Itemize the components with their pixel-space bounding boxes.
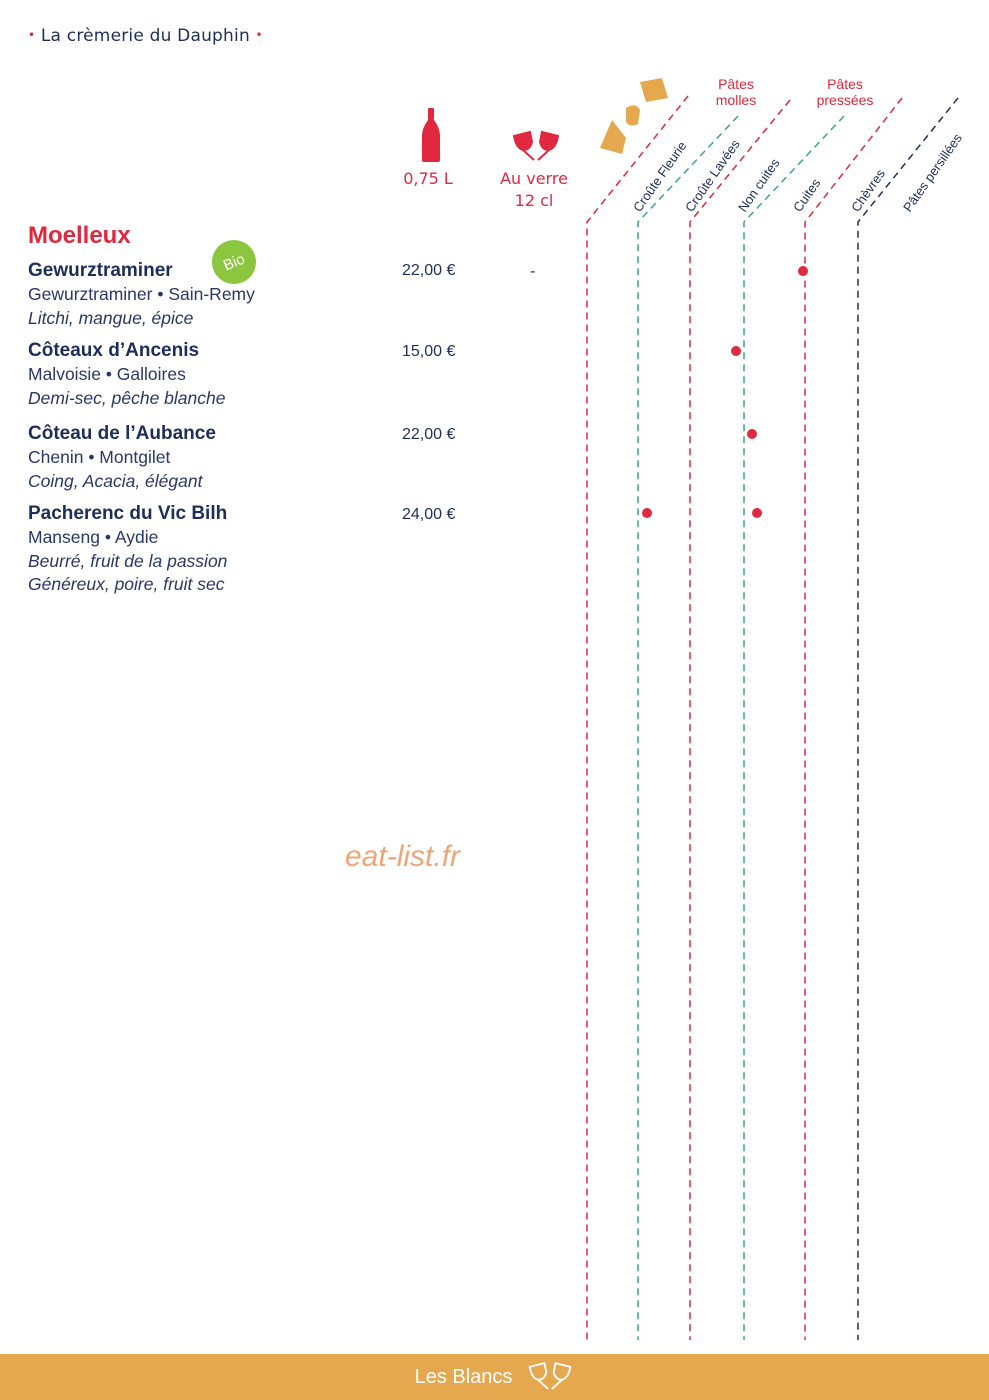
wine-name: Côteau de l’Aubance (28, 423, 216, 444)
group-pressed-line2: pressées (816, 92, 874, 108)
footer-label: Les Blancs (414, 1365, 513, 1388)
glass-header-line1: Au verre (500, 169, 568, 188)
wine-grape-region: Chenin • Montgilet (28, 447, 171, 467)
wine-item (28, 422, 216, 493)
pairing-dot-pacherenc-fleurie (642, 508, 652, 518)
cheese-type-cuites: Cuites (790, 175, 824, 215)
wine-item (28, 339, 225, 410)
wine-glass-price: - (530, 262, 536, 280)
cheese-type-non-cuites: Non cuites (735, 155, 783, 215)
grid-line-persillees (858, 98, 958, 1340)
cheese-type-pates-persillees: Pâtes persillées (900, 130, 965, 215)
wine-tasting-note: Beurré, fruit de la passion (28, 550, 228, 571)
grid-line-chevres (805, 98, 902, 1340)
restaurant-name: La crèmerie du Dauphin (40, 26, 250, 46)
wine-bottle-price: 22,00 € (402, 262, 456, 279)
pairing-dot-gewurz-cuites (798, 266, 808, 276)
pairing-dot-ancenis-noncuites (731, 346, 741, 356)
header-bullet-left: • (28, 28, 36, 42)
footer-banner (0, 1354, 989, 1400)
grid-line-croute-lavees (638, 116, 738, 1340)
grid-line-cuites (744, 116, 844, 1340)
wine-tasting-note: Demi-sec, pêche blanche (28, 387, 226, 408)
grid-line-non-cuites (690, 100, 790, 1340)
group-soft-line1: Pâtes (718, 76, 754, 92)
wine-tasting-note: Coing, Acacia, élégant (28, 470, 203, 491)
wine-tasting-note: Litchi, mangue, épice (28, 307, 194, 328)
wine-item (28, 259, 255, 330)
cheese-type-croute-fleurie: Croûte Fleurie (630, 138, 690, 215)
bio-badge: Bio (205, 233, 262, 290)
wine-grape-region: Malvoisie • Galloires (28, 364, 186, 384)
wine-bottle-price: 15,00 € (402, 343, 456, 360)
wine-grape-region: Gewurztraminer • Sain-Remy (28, 284, 255, 304)
cheese-type-croute-lavees: Croûte Lavées (682, 136, 743, 215)
pairing-dot-aubance-noncuites (747, 429, 757, 439)
wine-grape-region: Manseng • Aydie (28, 527, 159, 547)
wine-bottle-price: 22,00 € (402, 426, 456, 443)
group-soft-line2: molles (715, 92, 757, 108)
cheese-type-chevres: Chèvres (848, 166, 889, 215)
section-title: Moelleux (28, 222, 131, 249)
wine-glasses-icon (526, 1361, 574, 1393)
wine-tasting-note: Généreux, poire, fruit sec (28, 574, 225, 594)
wine-name: Côteaux d’Ancenis (28, 340, 200, 361)
glass-header-line2: 12 cl (514, 191, 554, 210)
wine-bottle-price: 24,00 € (402, 506, 456, 523)
wine-name: Pacherenc du Vic Bilh (28, 503, 228, 524)
header-bullet-right: • (255, 28, 263, 42)
watermark: eat-list.fr (345, 840, 461, 873)
group-pressed-line1: Pâtes (827, 76, 863, 92)
wine-item (28, 502, 227, 597)
pairing-dot-pacherenc-noncuites (752, 508, 762, 518)
wine-name: Gewurztraminer (28, 260, 173, 281)
bottle-column-header: 0,75 L (403, 169, 453, 188)
